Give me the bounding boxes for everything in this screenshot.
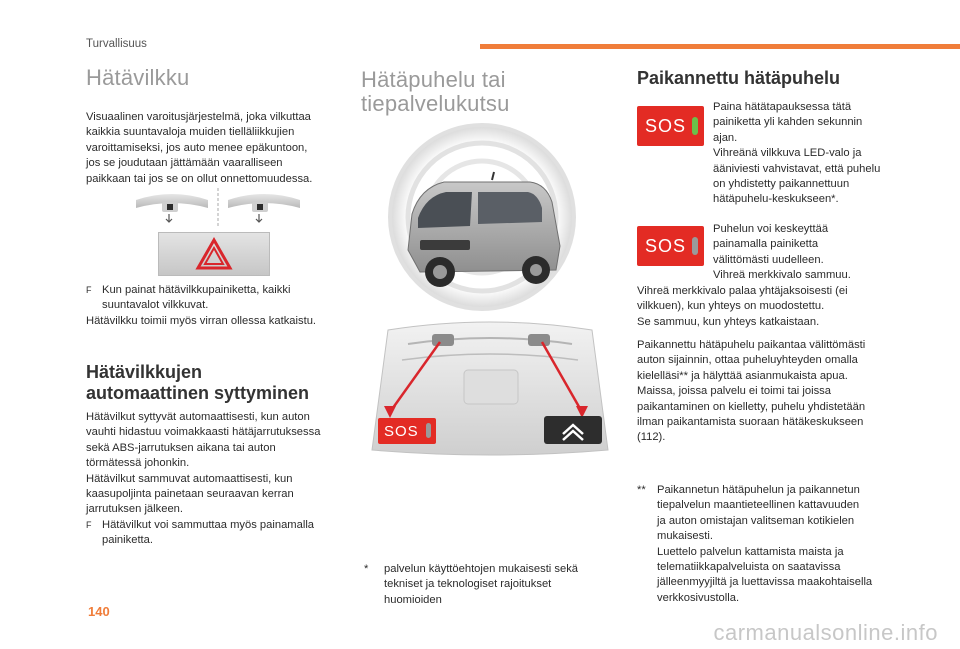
location-description-text: Paikannettu hätäpuhelu paikantaa välittömästi auton sijainnin, ottaa puheluyhteyden omalla kielelläsi** ja hälyttää asianmukaista apua. Maissa, joissa palvelu ei toimi tai joissa paikantaminen on kielletty, puhelu yhdistetään ilman paikantamista suoraan hätäkeskukseen (112).	[637, 339, 866, 444]
console-sos-button[interactable]: SOS	[378, 418, 436, 444]
van-illustration	[360, 122, 610, 312]
left-light-icon	[432, 334, 454, 346]
located-emergency-call-title: Paikannettu hätäpuhelu	[637, 68, 841, 88]
page-number: 140	[88, 604, 110, 619]
hazard-bullet-1: F Kun painat hätävilkkupainiketta, kaikki suuntavalot vilkkuvat. Hätävilkku toimii myös virran ollessa katkaistu.	[86, 284, 317, 327]
section-label: Turvallisuus	[86, 38, 147, 50]
col2-footnote: * palvelun käyttöehtojen mukaisesti sekä tekniset ja teknologiset rajoitukset huomioiden	[364, 563, 579, 606]
left-wheel-icon	[136, 194, 208, 222]
hazard-intro-text: Visuaalinen varoitusjärjestelmä, joka vilkuttaa kaikkia suuntavaloja muiden tielläliikkujien varoittamiseksi, jos auto menee epäkuntoon, jos se joudutaan jättämään vaaralliseen paikkaan tai jos se on ollut onnettomuudessa.	[86, 111, 313, 185]
auto-hazard-title: Hätävilkkujen automaattinen syttyminen	[86, 362, 310, 403]
right-wheel-icon	[228, 194, 300, 222]
sos-button-cancel[interactable]: SOS	[637, 226, 704, 266]
green-led-icon	[692, 117, 698, 135]
right-light-icon	[528, 334, 550, 346]
grey-led-icon	[692, 237, 698, 255]
emergency-call-title: Hätäpuhelu tai tiepalvelukutsu	[361, 67, 510, 116]
hazard-lights-title: Hätävilkku	[86, 65, 190, 90]
steering-wheels-illustration	[132, 186, 304, 228]
header-accent-bar	[480, 44, 960, 49]
sos-press-text: Paina hätätapauksessa tätä painiketta yli kahden sekunnin ajan. Vihreänä vilkkuva LED-valo ja ääniviesti vahvistavat, että puhelu on yhdistetty paikannettuun hätäpuhelu-keskukseen*.	[713, 101, 881, 206]
sos-led-icon	[426, 423, 431, 438]
watermark: carmanualsonline.info	[713, 620, 938, 645]
sos-cancel-text: Puhelun voi keskeyttää painamalla painiketta välittömästi uudelleen. Vihreä merkkivalo sammuu.	[713, 223, 851, 282]
led-status-text: Vihreä merkkivalo palaa yhtäjaksoisesti (ei vilkkuen), kun yhteys on muodostettu. Se sammuu, kun yhteys katkaistaan.	[637, 285, 848, 328]
van-icon	[408, 172, 560, 287]
hazard-button-illustration	[158, 232, 270, 276]
sos-button-flashing[interactable]: SOS	[637, 106, 704, 146]
auto-hazard-text: Hätävilkut syttyvät automaattisesti, kun auton vauhti hidastuu voimakkaasti hätäjarrutuksessa sekä ABS-jarrutuksen aikana tai auton törmätessä johonkin. Hätävilkut sammuvat automaattisesti, kun kaasupoljinta painetaan seuraavan kerran jarrutuksen jälkeen. F Hätävilkut voi sammuttaa myös painamalla painiketta.	[86, 411, 321, 547]
col3-footnote: ** Paikannetun hätäpuhelun ja paikannetun tiepalvelun maantieteellinen kattavuuden ja auton omistajan valitseman kotikielen mukaisesti. Luettelo palvelun kattamista maista ja telematiikkapalveluista on saatavissa jälleenmyyjiltä ja luettavissa maakohtaisella verkkosivustolla.	[637, 484, 873, 604]
